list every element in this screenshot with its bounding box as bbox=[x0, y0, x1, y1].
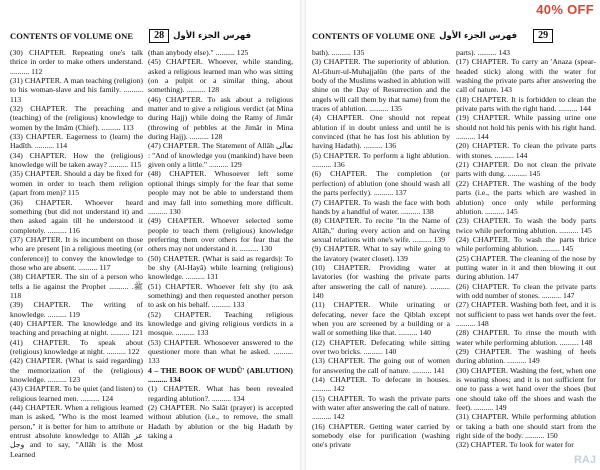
toc-entry: (41) CHAPTER. To speak about (religious) knowledge at night. .......... 122 bbox=[10, 337, 143, 356]
toc-entry: (35) CHAPTER. Should a day be fixed for women in order to teach them religion (apart from men)? 115 bbox=[10, 169, 143, 198]
toc-entry: (18) CHAPTER. It is forbidden to clean the private parts with the right hand. .......... 144 bbox=[456, 94, 596, 114]
toc-entry: (23) CHAPTER. To wash the body parts twice while performing ablution. .......... 145 bbox=[456, 216, 596, 235]
discount-badge: 40% OFF bbox=[536, 2, 594, 17]
right-page-number: 29 bbox=[533, 29, 553, 43]
toc-entry: (31) CHAPTER. A man teaching (religion) to his woman-slave and his family. .......... 113 bbox=[10, 76, 143, 104]
toc-entry: (21) CHAPTER. Do not clean the private parts with dung. .......... 145 bbox=[456, 160, 596, 179]
toc-entry: (8) CHAPTER. To recite "In the Name of Allâh," during every action and on having sexual relations with one's wife. .......... 139 bbox=[312, 216, 450, 244]
toc-entry: (48) CHAPTER. Whosoever left some optional things simply for the fear that some people may not be able to understand them and may fall into something more difficult. .......... 130 bbox=[148, 169, 293, 216]
toc-entry: (7) CHAPTER. To wash the face with both hands by a handful of water. .......... 138 bbox=[312, 197, 450, 216]
toc-entry: (36) CHAPTER. Whoever heard something (but did not understand it) and then asked again till he understood it completely. .......... 116 bbox=[10, 197, 143, 235]
toc-entry: (45) CHAPTER. Whoever, while standing, asked a religious learned man who was sitting (on a pulpit or a similar thing, about something). .......... 128 bbox=[148, 57, 293, 95]
toc-entry: (6) CHAPTER. The completion (or perfection) of ablution (one should wash all the parts perfectly). .......... 137 bbox=[312, 169, 450, 198]
toc-entry: (30) CHAPTER. Washing the feet, when one is wearing shoes; and it is not sufficient for one to pass a wet hand over the shoes (but one should take off the shoes and wash the feet). .......... 149 bbox=[456, 365, 596, 413]
toc-entry: (11) CHAPTER. While urinating or defecating, never face the Qiblah except when you are screened by a building or a wall or something like that. .......... 140 bbox=[312, 300, 450, 338]
left-column-1 bbox=[10, 48, 143, 470]
right-arabic-title: فهرس الجزء الأول bbox=[439, 31, 518, 41]
toc-entry: (31) CHAPTER. While performing ablution or taking a bath one should start from the right side of the body. .......... 150 bbox=[456, 412, 596, 441]
toc-entry: (22) CHAPTER. The washing of the body parts (i.e., the parts which are washed in ablution) once only while performing ablution. .......... 145 bbox=[456, 178, 596, 216]
left-page-header bbox=[10, 28, 251, 44]
toc-entry: (20) CHAPTER. To clean the private parts with stones. .......... 144 bbox=[456, 141, 596, 160]
toc-entry: (37) CHAPTER. It is incumbent on those who are present [in a religious meeting (or conference)] to convey the knowledge to those who are absent. .......... 117 bbox=[10, 234, 143, 272]
toc-entry: (28) CHAPTER. To rinse the mouth with water while performing ablution. .......... 148 bbox=[456, 328, 596, 347]
toc-entry: (19) CHAPTER. While passing urine one should not hold his penis with his right hand. .......... 144 bbox=[456, 113, 596, 142]
toc-entry: (2) CHAPTER. No Salât (prayer) is accepted without ablution (i.e., to remove, the small Hadath by ablution or the big Hadath by taking a bbox=[148, 403, 293, 441]
toc-entry: (16) CHAPTER. Getting water carried by somebody else for purification (washing one's private bbox=[312, 421, 450, 450]
left-arabic-title: فهرس الجزء الأول bbox=[173, 31, 252, 41]
toc-entry: (1) CHAPTER. What has been revealed regarding ablution?. .......... 134 bbox=[148, 384, 293, 403]
toc-entry: parts). .......... 143 bbox=[456, 48, 511, 57]
left-header-title: CONTENTS OF VOLUME ONE bbox=[10, 31, 134, 41]
toc-entry: (44) CHAPTER. When a religious learned man is asked, "Who is the most learned person," it is better for him to attribute or entrust absolute knowledge to Allâh عز وجل and to say, "Allâh is the Most Learned bbox=[10, 403, 143, 459]
toc-entry: (13) CHAPTER. The going out of women for answering the call of nature. .......... 141 bbox=[312, 356, 450, 375]
toc-entry: (39) CHAPTER. The writing of knowledge. .......... 119 bbox=[10, 300, 143, 319]
toc-entry: (27) CHAPTER. Washing both feet, and it is not sufficient to pass wet hands over the feet. .......... 148 bbox=[456, 300, 596, 328]
toc-entry: (15) CHAPTER. To wash the private parts with water after answering the call of nature. .......... 142 bbox=[312, 393, 450, 422]
toc-entry: (52) CHAPTER. Teaching religious knowledge and giving religious verdicts in a mosque. .......... 133 bbox=[148, 309, 293, 338]
toc-entry: (42) CHAPTER. (What is said regarding) the memorization of the (religious) knowledge. .......... 123 bbox=[10, 356, 143, 385]
watermark-text: RAJ bbox=[573, 454, 596, 466]
toc-entry: bath). .......... 135 bbox=[312, 48, 365, 57]
toc-entry: (12) CHAPTER. Defecating while sitting over two bricks. .......... 140 bbox=[312, 337, 450, 356]
toc-entry: (32) CHAPTER. The preaching and (teaching) of the (religious) knowledge to women by the Imâm (Chief). .......... 113 bbox=[10, 104, 143, 132]
toc-entry: (53) CHAPTER. Whosoever answered to the questioner more than what he asked. .......... 133 bbox=[148, 337, 293, 366]
toc-entry: (25) CHAPTER. The cleaning of the nose by putting water in it and then blowing it out during ablution. 147 bbox=[456, 253, 596, 282]
toc-entry: (34) CHAPTER. How the (religious) knowledge will be taken away? .......... 115 bbox=[10, 150, 143, 170]
toc-entry: (49) CHAPTER. Whoever selected some people to teach them (religious) knowledge preferring them over others for fear that the others may not understand it. .......... 130 bbox=[148, 216, 293, 254]
right-column-1 bbox=[312, 48, 450, 470]
toc-entry: (38) CHAPTER. The sin of a person who tells a lie against the Prophet ﷺ. .......... 118 bbox=[10, 272, 143, 300]
right-page-header bbox=[312, 28, 553, 44]
toc-entry: (29) CHAPTER. The washing of heels during ablution. .......... 149 bbox=[456, 347, 596, 366]
toc-entry: (51) CHAPTER. Whoever felt shy (to ask something) and then requested another person to ask on his behalf. .......... 133 bbox=[148, 281, 293, 310]
right-column-2 bbox=[456, 48, 596, 470]
toc-entry: (5) CHAPTER. To perform a light ablution. .......... 136 bbox=[312, 150, 450, 170]
toc-entry: (9) CHAPTER. What to say while going to the lavatory (water closet). 139 bbox=[312, 244, 450, 263]
left-page-number: 28 bbox=[149, 29, 169, 43]
toc-entry: (24) CHAPTER. To wash the parts thrice while performing ablution. .......... 145 bbox=[456, 234, 596, 254]
toc-entry: (32) CHAPTER. To look for water for bbox=[456, 440, 574, 450]
toc-entry: (33) CHAPTER. Eagerness to (learn) the Hadîth. .......... 114 bbox=[10, 132, 143, 151]
toc-entry: (30) CHAPTER. Repeating one's talk thrice in order to make others understand. .......... 112 bbox=[10, 48, 143, 76]
toc-entry: (3) CHAPTER. The superiority of ablution. Al-Ghurr-ul-Muhajjalûn (the parts of the body of the Muslims washed in ablution will shine on the Day of Resurrection and the angels will call them by that name) from the traces of ablution. .......... 135 bbox=[312, 57, 450, 114]
left-column-2 bbox=[148, 48, 293, 470]
section-heading: 4 – THE BOOK OF WUDÛ' (ABLUTION) .......... 134 bbox=[148, 365, 293, 385]
toc-entry: (46) CHAPTER. To ask about a religious matter and to give a religious verdict (at Mina during Hajj) while doing the Ramy of Jimâr (throwing of pebbles at the Jimâr in Mina during Hajj). .......... 128 bbox=[148, 94, 293, 142]
toc-entry: (10) CHAPTER. Providing water at lavatories (for washing the private parts after answering the call of nature). .......... 140 bbox=[312, 262, 450, 300]
toc-entry: (50) CHAPTER. (What is said as regards): To be shy (Al-Hayâ) while learning (religious) knowledge. .......... 131 bbox=[148, 253, 293, 282]
toc-entry: (43) CHAPTER. To be quiet (and listen) to religious learned men. .......... 124 bbox=[10, 384, 143, 403]
toc-entry: (than anybody else)." .......... 125 bbox=[148, 48, 249, 57]
toc-entry: (14) CHAPTER. To defecate in houses. .......... 142 bbox=[312, 375, 450, 394]
toc-entry: (47) CHAPTER. The Statement of Allâh تعالى : "And of knowledge you (mankind) have been given only a little." .......... 129 bbox=[148, 141, 293, 170]
right-page bbox=[306, 0, 600, 470]
toc-entry: (26) CHAPTER. To clean the private parts with odd number of stones. .......... 147 bbox=[456, 281, 596, 300]
toc-entry: (40) CHAPTER. The knowledge and its teaching and preaching at night. .......... 121 bbox=[10, 318, 143, 338]
toc-entry: (4) CHAPTER. One should not repeat ablution if in doubt unless and until he is convinced (that he has lost his ablution by having Hadath). .......... 136 bbox=[312, 113, 450, 151]
toc-entry: (17) CHAPTER. To carry an 'Anaza (spear-headed stick) along with the water for washing the private parts after answering the call of nature. 143 bbox=[456, 57, 596, 95]
right-header-title: CONTENTS OF VOLUME ONE bbox=[312, 31, 436, 41]
